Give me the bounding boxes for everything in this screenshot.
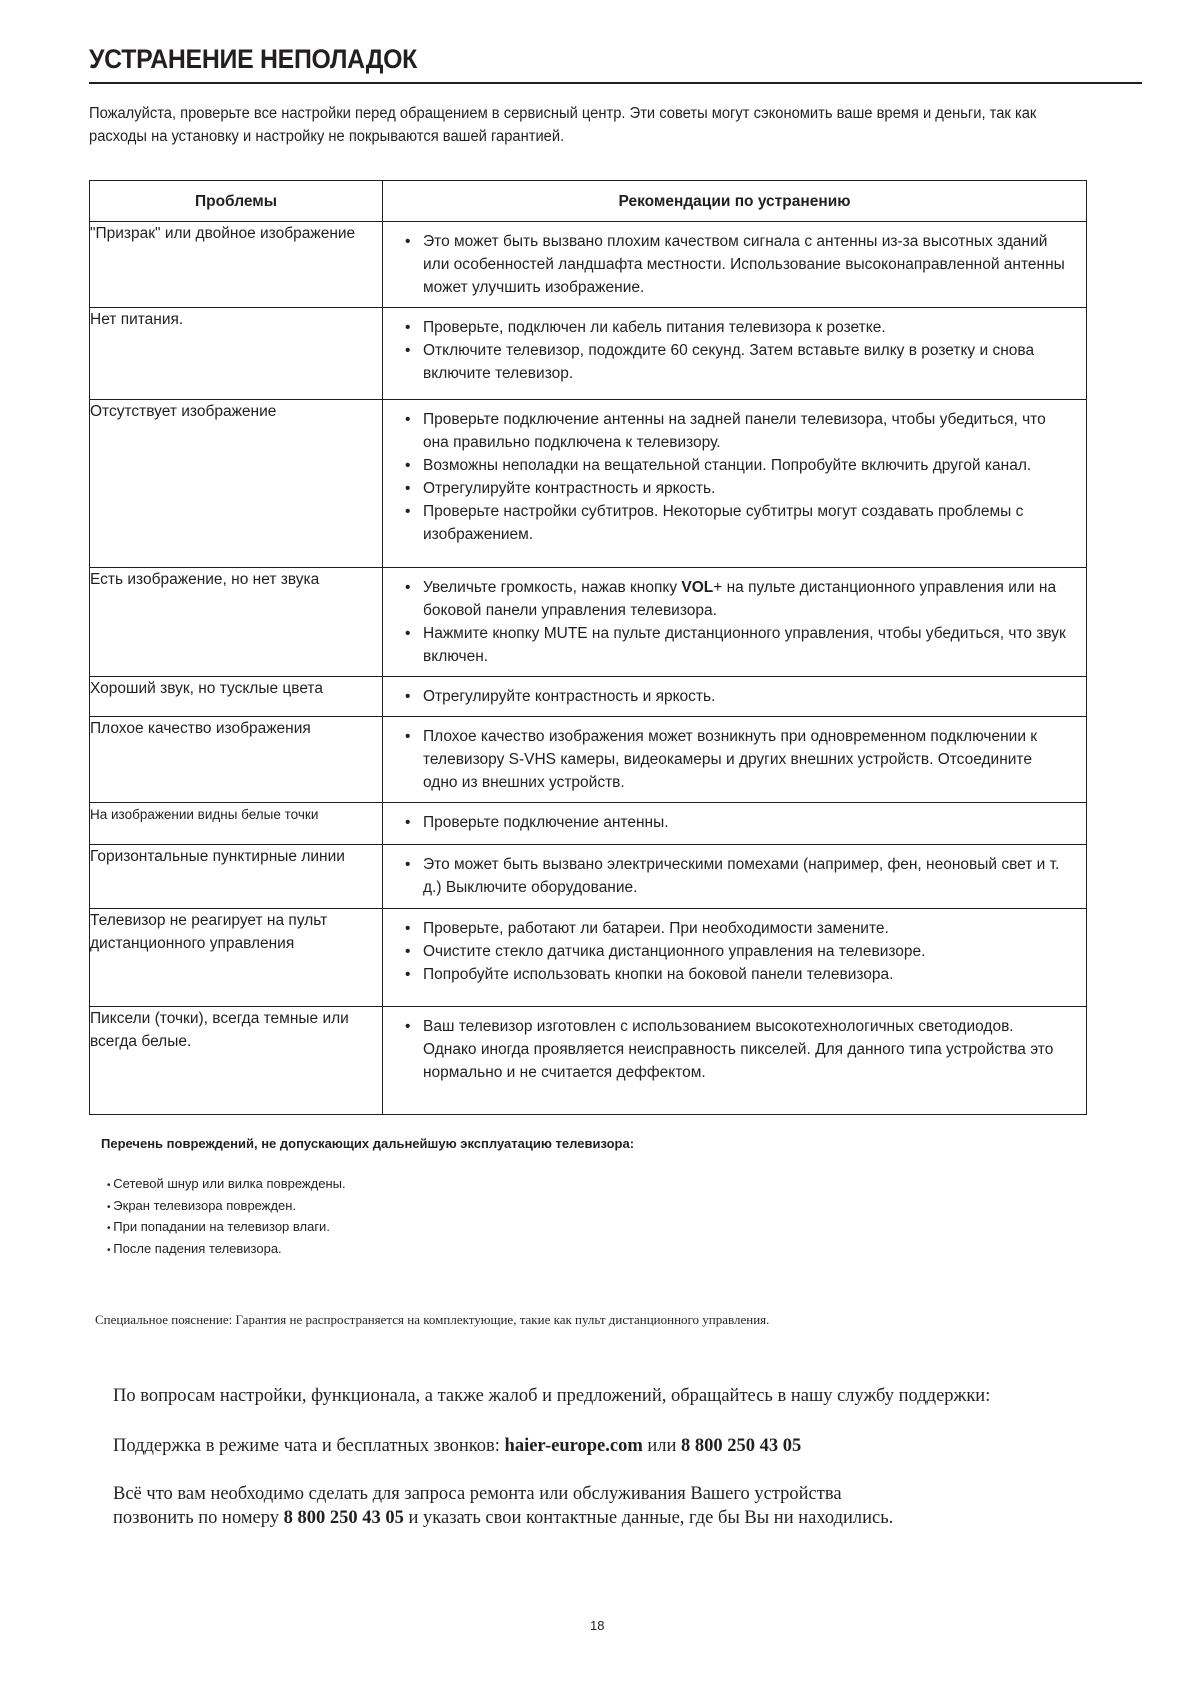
problem-cell: Плохое качество изображения bbox=[90, 717, 383, 803]
table-row bbox=[90, 845, 1087, 909]
problem-cell: Нет питания. bbox=[90, 308, 383, 400]
recommendation-cell bbox=[383, 1007, 1087, 1115]
damage-list-heading: Перечень повреждений, не допускающих дальнейшую эксплуатацию телевизора: bbox=[101, 1136, 635, 1151]
recommendation-item: • Отрегулируйте контрастность и яркость. bbox=[423, 477, 1066, 500]
support-contact-line: Поддержка в режиме чата и бесплатных звонков: haier-europe.com или 8 800 250 43 05 bbox=[113, 1436, 802, 1456]
recommendation-cell bbox=[383, 222, 1087, 308]
recommendation-item: • Проверьте настройки субтитров. Некоторые субтитры могут создавать проблемы с изображением. bbox=[423, 500, 1066, 546]
recommendation-cell bbox=[383, 845, 1087, 909]
recommendation-cell bbox=[383, 803, 1087, 845]
recommendation-item: • Плохое качество изображения может возникнуть при одновременном подключении к телевизору S-VHS камеры, видеокамеры и других внешних устройств. Отсоедините одно из внешних устройств. bbox=[423, 725, 1066, 794]
support-phone: 8 800 250 43 05 bbox=[681, 1436, 802, 1456]
damage-list bbox=[107, 1174, 346, 1260]
recommendation-item: • Возможны неполадки на вещательной станции. Попробуйте включить другой канал. bbox=[423, 454, 1066, 477]
column-header-problems: Проблемы bbox=[90, 181, 383, 222]
recommendation-item: • Нажмите кнопку MUTE на пульте дистанционного управления, чтобы убедиться, что звук включен. bbox=[423, 622, 1066, 668]
recommendation-item: • Попробуйте использовать кнопки на боковой панели телевизора. bbox=[423, 963, 1066, 986]
support-repair-line: Всё что вам необходимо сделать для запроса ремонта или обслуживания Вашего устройства bbox=[113, 1484, 842, 1504]
table-row bbox=[90, 909, 1087, 1007]
page-number: 18 bbox=[590, 1618, 605, 1633]
recommendation-item: • Увеличьте громкость, нажав кнопку VOL+ на пульте дистанционного управления или на боковой панели управления телевизора. bbox=[423, 576, 1066, 622]
recommendation-item: • Проверьте, работают ли батареи. При необходимости замените. bbox=[423, 917, 1066, 940]
table-row bbox=[90, 717, 1087, 803]
warranty-note: Специальное пояснение: Гарантия не распространяется на комплектующие, такие как пульт дистанционного управления. bbox=[95, 1312, 770, 1327]
recommendation-cell bbox=[383, 308, 1087, 400]
recommendation-cell bbox=[383, 400, 1087, 568]
recommendation-cell bbox=[383, 677, 1087, 717]
table-row bbox=[90, 222, 1087, 308]
recommendation-item: • Это может быть вызвано электрическими помехами (например, фен, неоновый свет и т. д.) Выключите оборудование. bbox=[423, 853, 1066, 899]
recommendation-cell bbox=[383, 568, 1087, 677]
table-row bbox=[90, 1007, 1087, 1115]
page-title: УСТРАНЕНИЕ НЕПОЛАДОК bbox=[89, 44, 418, 74]
support-intro: По вопросам настройки, функционала, а также жалоб и предложений, обращайтесь в нашу службу поддержки: bbox=[113, 1386, 991, 1406]
recommendation-item: • Отрегулируйте контрастность и яркость. bbox=[423, 685, 1066, 708]
problem-cell: Хороший звук, но тусклые цвета bbox=[90, 677, 383, 717]
problem-cell: Телевизор не реагирует на пульт дистанционного управления bbox=[90, 909, 383, 1007]
table-header-row bbox=[90, 181, 1087, 222]
recommendation-item: • Проверьте, подключен ли кабель питания телевизора к розетке. bbox=[423, 316, 1066, 339]
vol-button-label: VOL bbox=[681, 579, 714, 596]
intro-paragraph: Пожалуйста, проверьте все настройки перед обращением в сервисный центр. Эти советы могут сэкономить ваше время и деньги, так как расходы на установку и настройку не покрываются вашей гарантией. bbox=[89, 105, 1037, 145]
table-row bbox=[90, 400, 1087, 568]
damage-item: • Экран телевизора поврежден. bbox=[107, 1196, 346, 1218]
column-header-recommendations: Рекомендации по устранению bbox=[383, 181, 1087, 222]
problem-cell: Пиксели (точки), всегда темные или всегда белые. bbox=[90, 1007, 383, 1115]
table-row bbox=[90, 677, 1087, 717]
recommendation-item: • Ваш телевизор изготовлен с использованием высокотехнологичных светодиодов. Однако иногда проявляется неисправность пикселей. Для данного типа устройства это нормально и не считается деффектом. bbox=[423, 1015, 1066, 1084]
damage-item: • После падения телевизора. bbox=[107, 1239, 346, 1261]
title-divider bbox=[89, 82, 1142, 84]
recommendation-cell bbox=[383, 717, 1087, 803]
table-row bbox=[90, 308, 1087, 400]
problem-cell: "Призрак" или двойное изображение bbox=[90, 222, 383, 308]
problem-cell: Есть изображение, но нет звука bbox=[90, 568, 383, 677]
recommendation-item: • Очистите стекло датчика дистанционного управления на телевизоре. bbox=[423, 940, 1066, 963]
support-phone: 8 800 250 43 05 bbox=[283, 1508, 404, 1528]
support-repair-phone-line: позвонить по номеру 8 800 250 43 05 и указать свои контактные данные, где бы Вы ни находились. bbox=[113, 1508, 894, 1528]
problem-cell: Отсутствует изображение bbox=[90, 400, 383, 568]
table-row bbox=[90, 568, 1087, 677]
damage-item: • При попадании на телевизор влаги. bbox=[107, 1217, 346, 1239]
recommendation-item: • Это может быть вызвано плохим качеством сигнала с антенны из-за высотных зданий или особенностей ландшафта местности. Использование высоконаправленной антенны может улучшить изображение. bbox=[423, 230, 1066, 299]
problem-cell: Горизонтальные пунктирные линии bbox=[90, 845, 383, 909]
troubleshooting-table bbox=[89, 180, 1087, 1115]
support-website-link[interactable]: haier-europe.com bbox=[504, 1436, 643, 1456]
problem-cell: На изображении видны белые точки bbox=[90, 803, 383, 845]
recommendation-item: • Проверьте подключение антенны. bbox=[423, 811, 1066, 834]
table-row bbox=[90, 803, 1087, 845]
recommendation-item: • Отключите телевизор, подождите 60 секунд. Затем вставьте вилку в розетку и снова включите телевизор. bbox=[423, 339, 1066, 385]
recommendation-item: • Проверьте подключение антенны на задней панели телевизора, чтобы убедиться, что она правильно подключена к телевизору. bbox=[423, 408, 1066, 454]
damage-item: • Сетевой шнур или вилка повреждены. bbox=[107, 1174, 346, 1196]
recommendation-cell bbox=[383, 909, 1087, 1007]
